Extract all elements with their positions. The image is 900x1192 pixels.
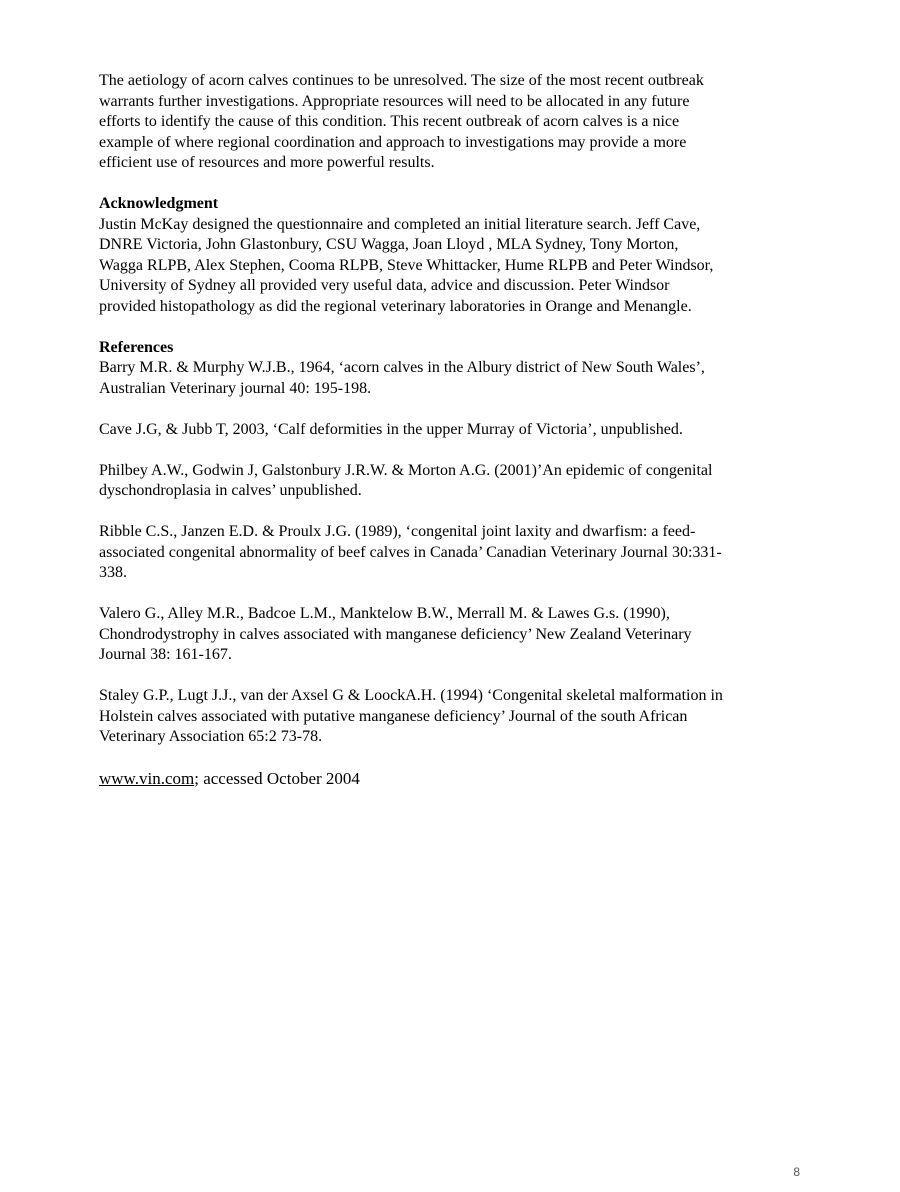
references-heading: References bbox=[99, 338, 174, 356]
reference-item: Philbey A.W., Godwin J, Galstonbury J.R.W. & Morton A.G. (2001)’An epidemic of congenital dyschondroplasia in calves’ unpublished. bbox=[99, 461, 713, 499]
reference-item: Cave J.G, & Jubb T, 2003, ‘Calf deformities in the upper Murray of Victoria’, unpublished. bbox=[99, 420, 683, 438]
intro-paragraph: The aetiology of acorn calves continues to be unresolved. The size of the most recent outbreak warrants further investigations. Appropriate resources will need to be allocated in any future efforts to identify the cause of this condition. This recent outbreak of acorn calves is a nice example of where regional coordination and approach to investigations may provide a more efficient use of resources and more powerful results. bbox=[99, 72, 704, 171]
web-reference bbox=[99, 768, 814, 789]
reference-item: Ribble C.S., Janzen E.D. & Proulx J.G. (1989), ‘congenital joint laxity and dwarfism: a feed- associated congenital abnormality of beef calves in Canada’ Canadian Veterinary Journal 30:331- 338. bbox=[99, 523, 722, 581]
page-number: 8 bbox=[793, 1165, 800, 1179]
reference-item: Valero G., Alley M.R., Badcoe L.M., Manktelow B.W., Merrall M. & Lawes G.s. (1990), Chondrodystrophy in calves associated with manganese deficiency’ New Zealand Veterinary Journal 38: 161-167. bbox=[99, 605, 692, 663]
reference-item: Barry M.R. & Murphy W.J.B., 1964, ‘acorn calves in the Albury district of New South Wales’, Australian Veterinary journal 40: 195-198. bbox=[99, 359, 705, 397]
acknowledgment-paragraph: Justin McKay designed the questionnaire and completed an initial literature search. Jeff Cave, DNRE Victoria, John Glastonbury, CSU Wagga, Joan Lloyd , MLA Sydney, Tony Morton, Wagga RLPB, Alex Stephen, Cooma RLPB, Steve Whittacker, Hume RLPB and Peter Windsor, University of Sydney all provided very useful data, advice and discussion. Peter Windsor provided histopathology as did the regional veterinary laboratories in Orange and Menangle. bbox=[99, 215, 714, 315]
reference-item: Staley G.P., Lugt J.J., van der Axsel G & LoockA.H. (1994) ‘Congenital skeletal malformation in Holstein calves associated with putative manganese deficiency’ Journal of the south African Veterinary Association 65:2 73-78. bbox=[99, 687, 723, 745]
web-link[interactable]: www.vin.com bbox=[99, 769, 195, 788]
document-page bbox=[99, 71, 814, 789]
acknowledgment-heading: Acknowledgment bbox=[99, 195, 219, 212]
web-access-note: ; accessed October 2004 bbox=[194, 769, 360, 788]
